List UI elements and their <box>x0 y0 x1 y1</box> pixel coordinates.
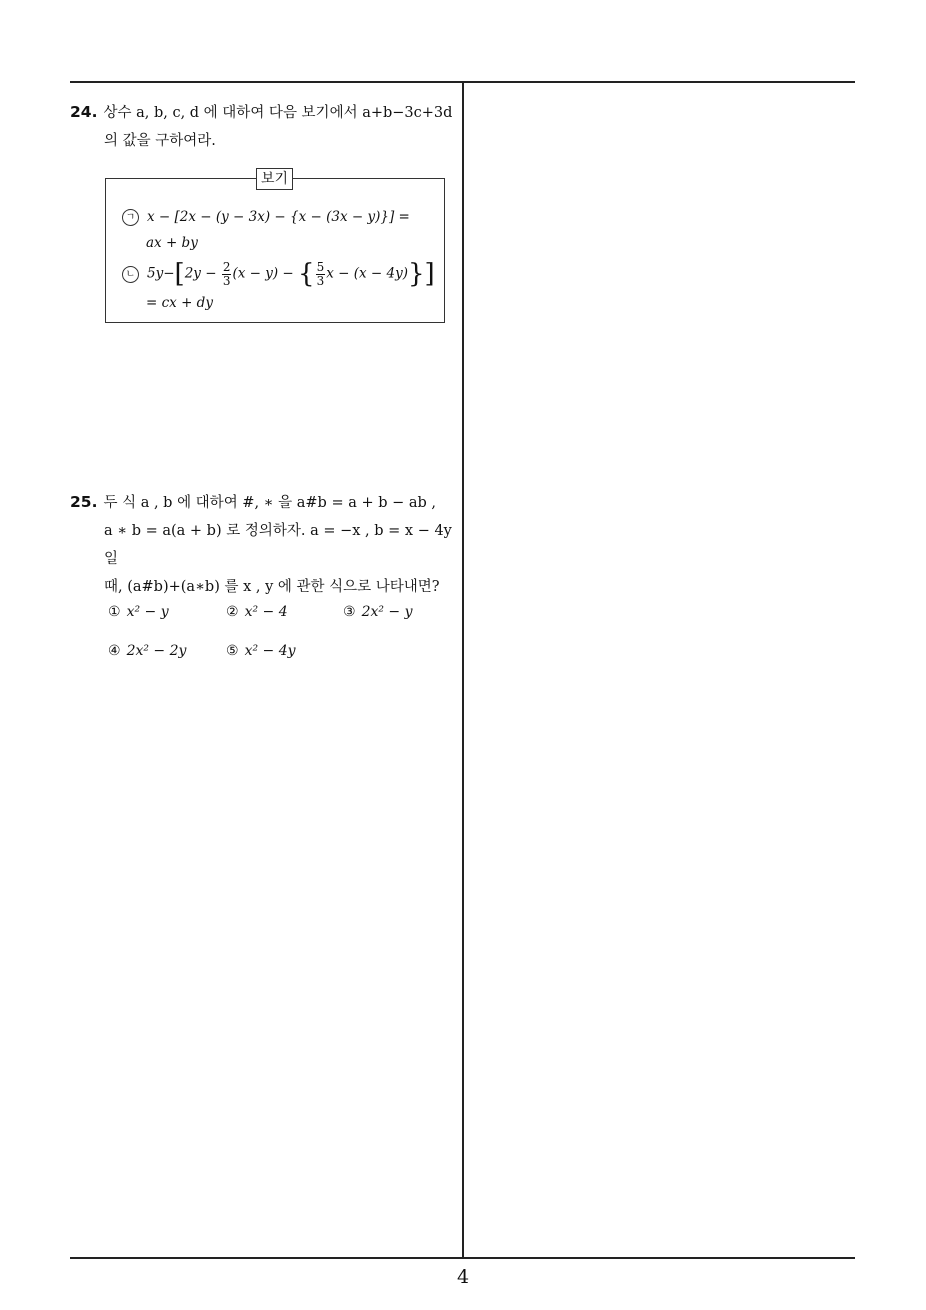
fraction-numerator: 5 <box>316 259 325 274</box>
problem-25 <box>70 488 460 601</box>
item-2-part-c: x − (x − 4y) <box>326 265 408 282</box>
problem-25-text-line3: 때, (a#b)+(a∗b) 를 x , y 에 관한 식으로 나타내면? <box>104 579 440 595</box>
choice-mark: ② <box>226 604 239 620</box>
choice-1[interactable] <box>108 604 169 620</box>
item-1-line1: x − [2x − (y − 3x) − {x − (3x − y)}] = <box>147 209 410 225</box>
bogi-item-1 <box>122 209 410 226</box>
bogi-title: 보기 <box>256 168 293 190</box>
choice-expression: 2x² − y <box>361 604 413 620</box>
item-2-part-a: 2y − <box>184 265 217 282</box>
item-2-mark: ㄴ <box>122 266 139 283</box>
item-1-mark: ㄱ <box>122 209 139 226</box>
item-2-line2: = cx + dy <box>146 295 213 311</box>
item-2-part-b: (x − y) − <box>232 265 294 282</box>
problem-25-number: 25. <box>70 493 98 511</box>
choice-expression: x² − 4 <box>244 604 288 620</box>
choice-expression: 2x² − 2y <box>126 643 187 659</box>
problem-25-text-line1: 두 식 a , b 에 대하여 #, ∗ 을 a#b = a + b − ab , <box>103 495 437 511</box>
choice-4[interactable] <box>108 643 186 659</box>
problem-25-text-line2: a ∗ b = a(a + b) 로 정의하자. a = −x , b = x − 4y 일 <box>104 523 452 567</box>
choice-expression: x² − y <box>126 604 169 620</box>
choice-2[interactable] <box>226 604 288 620</box>
problem-25-line1 <box>70 488 460 517</box>
choice-expression: x² − 4y <box>244 643 296 659</box>
choice-5[interactable] <box>226 643 296 659</box>
problem-24-number: 24. <box>70 103 98 121</box>
left-bracket: [ <box>174 259 185 289</box>
fraction-2-3 <box>222 261 232 288</box>
page-number: 4 <box>456 1266 470 1288</box>
problem-24 <box>70 98 460 155</box>
left-brace: { <box>298 259 315 289</box>
fraction-numerator: 2 <box>222 259 231 274</box>
problem-24-line1 <box>70 98 460 127</box>
right-bracket: ] <box>424 259 435 289</box>
bogi-box <box>105 171 445 323</box>
bogi-item-2 <box>122 259 435 289</box>
bottom-rule <box>70 1257 855 1259</box>
choice-mark: ① <box>108 604 121 620</box>
problem-24-text-line2: 의 값을 구하여라. <box>104 133 216 149</box>
item-1-line2: ax + by <box>146 235 198 251</box>
fraction-denominator: 3 <box>222 273 231 288</box>
problem-24-text-line1: 상수 a, b, c, d 에 대하여 다음 보기에서 a+b−3c+3d <box>103 105 453 121</box>
choice-3[interactable] <box>343 604 413 620</box>
choice-mark: ⑤ <box>226 643 239 659</box>
column-divider <box>462 83 464 1258</box>
choice-mark: ④ <box>108 643 121 659</box>
fraction-5-3 <box>316 261 326 288</box>
choice-mark: ③ <box>343 604 356 620</box>
right-brace: } <box>407 259 425 289</box>
fraction-denominator: 3 <box>316 273 325 288</box>
item-2-prefix: 5y− <box>147 265 175 282</box>
